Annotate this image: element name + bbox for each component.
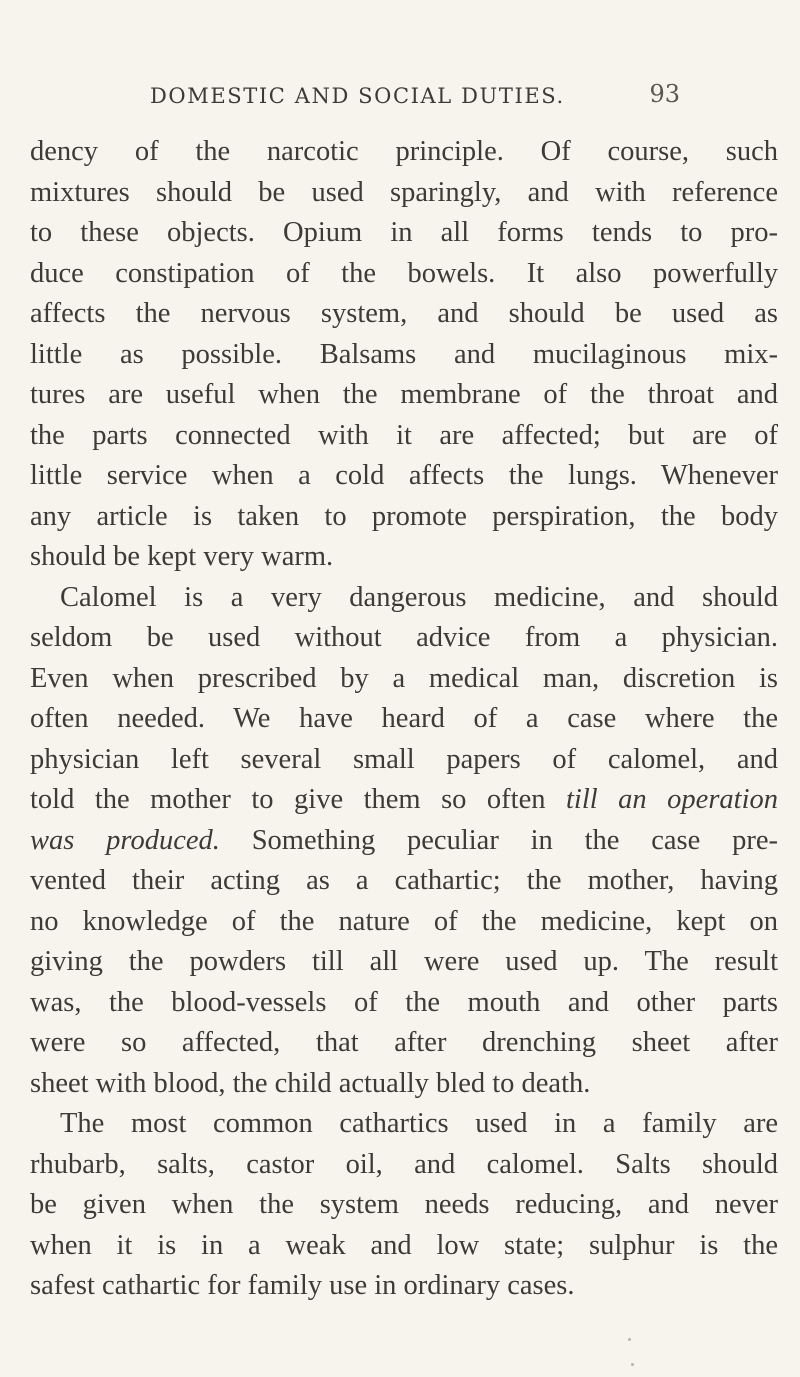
page-number: 93: [649, 80, 680, 108]
paper-speck: [628, 1338, 631, 1341]
page-header: [150, 80, 680, 120]
text-line: was, the blood-vessels of the mouth and other parts: [30, 986, 778, 1018]
text-line: were so affected, that after drenching sheet after: [30, 1027, 778, 1058]
text-line: dency of the narcotic principle. Of course, such: [30, 136, 778, 167]
text-line: vented their acting as a cathartic; the mother, having: [30, 865, 778, 896]
paragraph-start-line: Calomel is a very dangerous medicine, and should: [60, 581, 778, 613]
text-line: sheet with blood, the child actually bled to death.: [30, 1067, 591, 1099]
text-line: safest cathartic for family use in ordinary cases.: [30, 1270, 575, 1301]
text-line: physician left several small papers of calomel, and: [30, 743, 778, 775]
text-line: when it is in a weak and low state; sulphur is the: [30, 1229, 778, 1261]
running-head: DOMESTIC AND SOCIAL DUTIES.: [150, 84, 565, 108]
body-text: [30, 132, 778, 1307]
text-line: often needed. We have heard of a case where the: [30, 703, 778, 734]
paper-speck: [631, 1363, 634, 1366]
text-line: should be kept very warm.: [30, 541, 334, 572]
text-line: any article is taken to promote perspiration, the body: [30, 500, 778, 532]
text-run: told the mother to give them so often: [30, 784, 566, 815]
text-line: the parts connected with it are affected; but are of: [30, 419, 778, 451]
paragraph-start-line: The most common cathartics used in a family are: [60, 1108, 778, 1139]
text-line: seldom be used without advice from a physician.: [30, 622, 778, 653]
text-line: little as possible. Balsams and mucilaginous mix-: [30, 338, 778, 370]
text-line: no knowledge of the nature of the medicine, kept on: [30, 905, 778, 937]
text-line: giving the powders till all were used up. The result: [30, 946, 778, 977]
text-line-mixed: [30, 780, 778, 821]
text-line: mixtures should be used sparingly, and with reference: [30, 176, 778, 208]
text-line: Even when prescribed by a medical man, discretion is: [30, 662, 778, 694]
text-line: affects the nervous system, and should be used as: [30, 298, 778, 329]
italic-phrase: was produced.: [30, 824, 220, 856]
text-line: be given when the system needs reducing, and never: [30, 1189, 778, 1220]
text-line: duce constipation of the bowels. It also powerfully: [30, 257, 778, 289]
text-line-mixed: [30, 821, 778, 862]
italic-phrase: till an operation: [566, 784, 778, 815]
text-run: Something peculiar in the case pre-: [219, 824, 778, 856]
text-line: rhubarb, salts, castor oil, and calomel. Salts should: [30, 1148, 778, 1180]
text-line: tures are useful when the membrane of the throat and: [30, 379, 778, 410]
text-line: to these objects. Opium in all forms tends to pro-: [30, 217, 778, 248]
text-line: little service when a cold affects the lungs. Whenever: [30, 460, 778, 491]
